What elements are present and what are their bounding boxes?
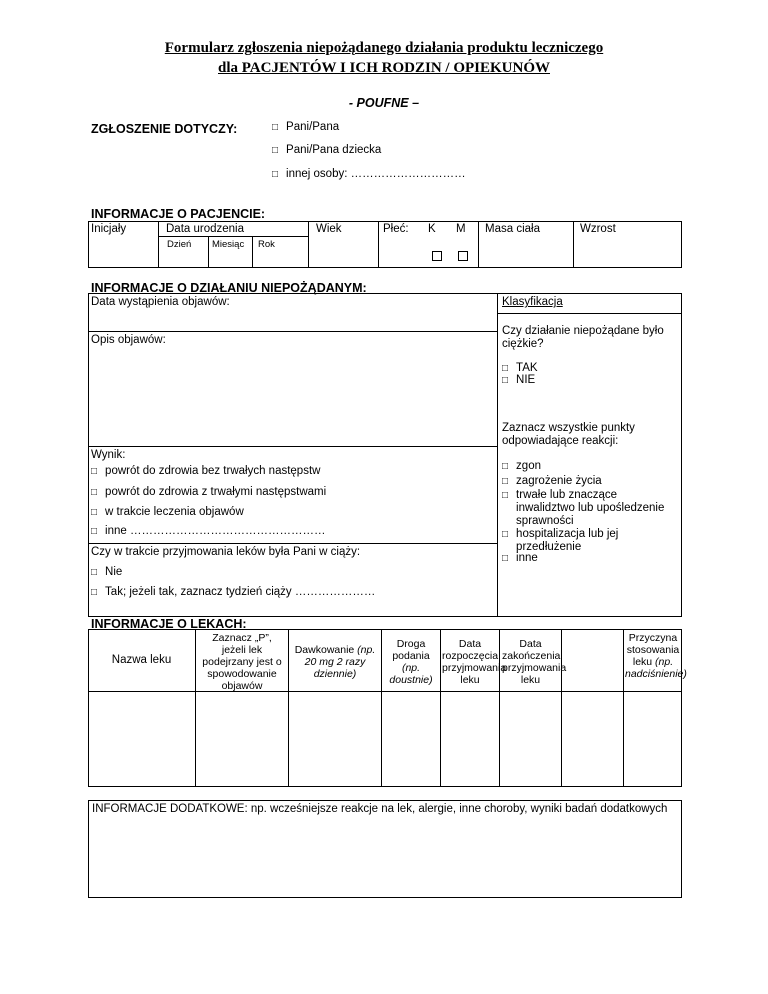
year-label: Rok: [258, 239, 275, 250]
checkbox-icon[interactable]: □: [272, 122, 279, 133]
report-about-label: ZGŁOSZENIE DOTYCZY:: [91, 122, 238, 136]
checkbox-icon[interactable]: □: [502, 529, 509, 540]
outcome-option[interactable]: □ powrót do zdrowia bez trwałych następstw: [91, 465, 321, 477]
month-label: Miesiąc: [212, 239, 245, 250]
col-route: Droga podania (np. doustnie): [389, 638, 433, 686]
checkbox-icon[interactable]: □: [91, 567, 98, 578]
checkbox-icon[interactable]: □: [502, 490, 509, 501]
criterion-option[interactable]: □ zgon: [502, 460, 541, 472]
checkbox-icon[interactable]: □: [502, 461, 509, 472]
outcome-label: Wynik:: [91, 449, 126, 461]
serious-yes-option[interactable]: □ TAK: [502, 362, 538, 374]
form-title: Formularz zgłoszenia niepożądanego działania produktu leczniczego: [164, 40, 604, 56]
outcome-option[interactable]: □ w trakcie leczenia objawów: [91, 506, 244, 518]
sex-k-checkbox[interactable]: [432, 251, 442, 261]
criterion-option[interactable]: □ inne: [502, 552, 538, 564]
option-child[interactable]: □ Pani/Pana dziecka: [272, 144, 382, 156]
onset-date-label: Data wystąpienia objawów:: [91, 296, 230, 308]
height-label: Wzrost: [580, 223, 616, 235]
sex-label: Płeć:: [383, 223, 409, 235]
weight-label: Masa ciała: [485, 223, 540, 235]
checkbox-icon[interactable]: □: [91, 587, 98, 598]
option-self[interactable]: □ Pani/Pana: [272, 121, 340, 133]
serious-question: Czy działanie niepożądane było ciężkie?: [502, 325, 664, 350]
checkbox-icon[interactable]: □: [91, 487, 98, 498]
pregnancy-yes-option[interactable]: □ Tak; jeżeli tak, zaznacz tydzień ciąży …………………: [91, 586, 376, 598]
checkbox-icon[interactable]: □: [502, 375, 509, 386]
pregnancy-question: Czy w trakcie przyjmowania leków była Pani w ciąży:: [91, 546, 361, 558]
age-label: Wiek: [316, 223, 342, 235]
checkbox-icon[interactable]: □: [502, 363, 509, 374]
mark-all-instruction: Zaznacz wszystkie punkty odpowiadające reakcji:: [502, 422, 635, 447]
form-subtitle: dla PACJENTÓW I ICH RODZIN / OPIEKUNÓW: [218, 60, 550, 76]
col-start-date: Data rozpoczęcia przyjmowania leku: [442, 638, 507, 686]
pregnancy-no-option[interactable]: □ Nie: [91, 566, 123, 578]
sex-m-checkbox[interactable]: [458, 251, 468, 261]
col-drug-name: Nazwa leku: [111, 654, 172, 666]
confidential-label: - POUFNE –: [348, 96, 420, 110]
col-suspect: Zaznacz „P”, jeżeli lek podejrzany jest o spowodowanie objawów: [202, 632, 282, 692]
option-other-person[interactable]: □ innej osoby: …………………………: [272, 168, 466, 180]
day-label: Dzień: [167, 239, 192, 250]
additional-info-label: INFORMACJE DODATKOWE: np. wcześniejsze reakcje na lek, alergie, inne choroby, wyniki badań dodatkowych: [92, 803, 668, 815]
outcome-option[interactable]: □ powrót do zdrowia z trwałymi następstwami: [91, 486, 327, 498]
checkbox-icon[interactable]: □: [502, 476, 509, 487]
description-label: Opis objawów:: [91, 334, 166, 346]
serious-no-option[interactable]: □ NIE: [502, 374, 536, 386]
sex-k-label: K: [428, 223, 436, 235]
checkbox-icon[interactable]: □: [91, 466, 98, 477]
criterion-option[interactable]: □ zagrożenie życia: [502, 475, 602, 487]
checkbox-icon[interactable]: □: [91, 507, 98, 518]
outcome-option[interactable]: □ inne ……………………………………………: [91, 525, 326, 537]
classification-label: Klasyfikacja: [502, 296, 563, 308]
initials-label: Inicjały: [91, 223, 127, 235]
col-end-date: Data zakończenia przyjmowania leku: [502, 638, 567, 686]
patient-section-title: INFORMACJE O PACJENCIE:: [91, 207, 266, 221]
criterion-option[interactable]: □ hospitalizacja lub jej przedłużenie: [502, 528, 619, 553]
sex-m-label: M: [456, 223, 466, 235]
checkbox-icon[interactable]: □: [272, 169, 279, 180]
col-dosage: Dawkowanie (np. 20 mg 2 razy dziennie): [294, 644, 376, 680]
col-reason: Przyczyna stosowania leku (np. nadciśnienie): [625, 632, 687, 680]
criterion-option[interactable]: □ trwałe lub znaczące inwalidztwo lub upośledzenie sprawności: [502, 489, 665, 527]
checkbox-icon[interactable]: □: [91, 526, 98, 537]
birth-date-label: Data urodzenia: [166, 223, 244, 235]
checkbox-icon[interactable]: □: [272, 145, 279, 156]
reaction-section-title: INFORMACJE O DZIAŁANIU NIEPOŻĄDANYM:: [91, 281, 367, 295]
checkbox-icon[interactable]: □: [502, 553, 509, 564]
drugs-section-title: INFORMACJE O LEKACH:: [91, 617, 247, 631]
